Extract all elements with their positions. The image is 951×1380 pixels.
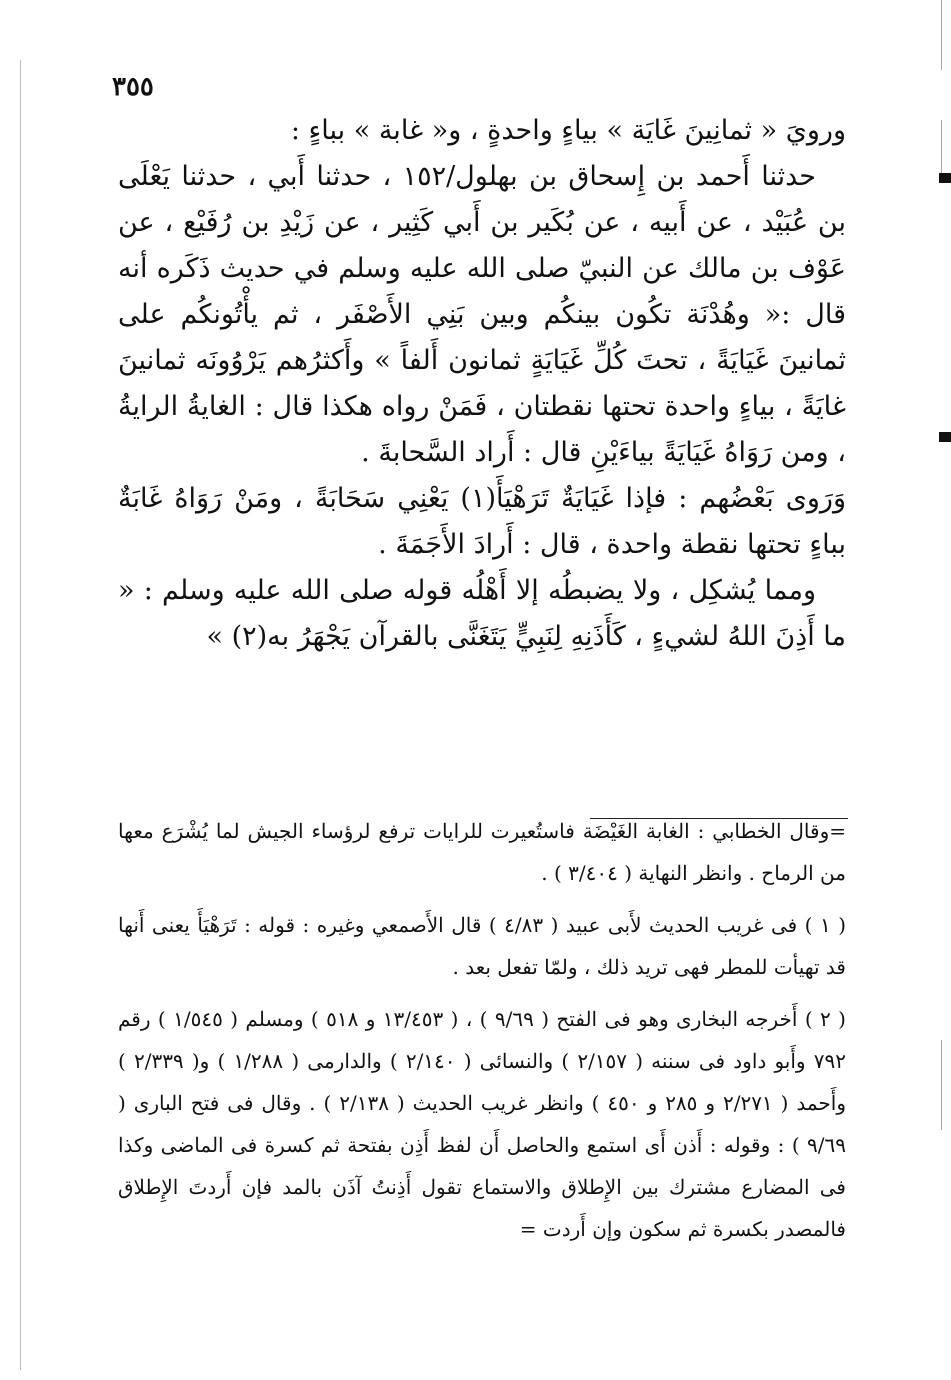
paragraph: حدثنا أَحمد بن إِسحاق بن بهلول/١٥٢ ، حدثنا أَبي ، حدثنا يَعْلَى بن عُبَيْد ، عن أَبيه ، عن بُكَير بن أَبي كَثِير ، عن زَيْدِ بن رُفَيْع ، عن عَوْف بن مالك عن النبيّ صلى الله عليه وسلم في حديث ذَكَره أنه قال :« وهُدْنَة تكُون بينكُم وبين بَنِي الأَصْفَر ، ثم يأْتُونكُم على ثمانينَ غَيَايَةً ، تحتَ كُلِّ غَيَايَةٍ ثمانون أَلفاً » وأَكثرُهم يَرْوُونَه ثمانينَ غايَةً ، بياءٍ واحدة تحتها نقطتان ، فَمَنْ رواه هكذا قال : الغايةُ الرايةُ ، ومن رَوَاهُ غَيَايَةً بياءَيْنِ قال : أَراد السَّحابةَ .	[118, 161, 846, 468]
scan-edge-line	[941, 0, 942, 70]
footnote: ( ١ ) فى غريب الحديث لأَبى عبيد ( ٤/٨٣ ) قال الأَصمعي وغيره : قوله : تَرَهْيَأَ يعنى أَنها قد تهيأت للمطر فهى تريد ذلك ، ولمّا تفعل بعد .	[118, 913, 846, 979]
footnote: ( ٢ ) أَخرجه البخارى وهو فى الفتح ( ٩/٦٩ ) ، ( ١٣/٤٥٣ و ٥١٨ ) ومسلم ( ١/٥٤٥ ) رقم ٧٩٢ وأَبو داود فى سننه ( ٢/١٥٧ ) والنسائى ( ٢/١٤٠ ) والدارمى ( ١/٢٨٨ ) و( ٢/٣٣٩ ) وأَحمد ( ٢/٢٧١ و ٢٨٥ و ٤٥٠ ) وانظر غريب الحديث ( ٢/١٣٨ ) . وقال فى فتح البارى ( ٩/٦٩ ) : وقوله : أَذن أَى استمع والحاصل أَن لفظ أَذِن بفتحة ثم كسرة فى الماضى وكذا فى المضارع مشترك بين الإِطلاق والاستماع تقول أَذِنتُ آذَن بالمد فإن أَردتَ الإِطلاق فالمصدر بكسرة ثم سكون وإن أَردت =	[118, 1007, 847, 1241]
footnote: =وقال الخطابي : الغابة الغَيْضَة فاستُعيرت للرايات ترفع لرؤساء الجيش لما يُشْرَع معها من الرماح . وانظر النهاية ( ٣/٤٠٤ ) .	[118, 819, 846, 885]
main-text	[118, 108, 846, 660]
scan-edge-line	[20, 60, 21, 1370]
footnotes	[118, 810, 846, 1250]
paragraph: ورويَ « ثمانِينَ غَايَة » بياءٍ واحدةٍ ، و« غابة » بباءٍ :	[290, 115, 846, 146]
margin-mark	[939, 432, 951, 442]
paragraph: ومما يُشكِل ، ولا يضبطُه إلا أَهْلُه قوله صلى الله عليه وسلم : « ما أَذِنَ اللهُ لشيءٍ ، كَأَذَنِهِ لِنَبِيٍّ يَتَغَنَّى بالقرآن يَجْهَرُ به(٢) »	[118, 575, 846, 652]
margin-mark	[939, 173, 951, 183]
page-number: ٣٥٥	[112, 72, 154, 102]
paragraph: وَرَوى بَعْضُهم : فإذا غَيَايَةٌ تَرَهْيَأَ(١) يَعْنِي سَحَابَةً ، ومَنْ رَوَاهُ غَابَةٌ بباءٍ تحتها نقطة واحدة ، قال : أَرادَ الأَجَمَةَ .	[118, 483, 846, 560]
scan-edge-line	[941, 120, 942, 180]
scan-edge-line	[941, 1040, 942, 1130]
